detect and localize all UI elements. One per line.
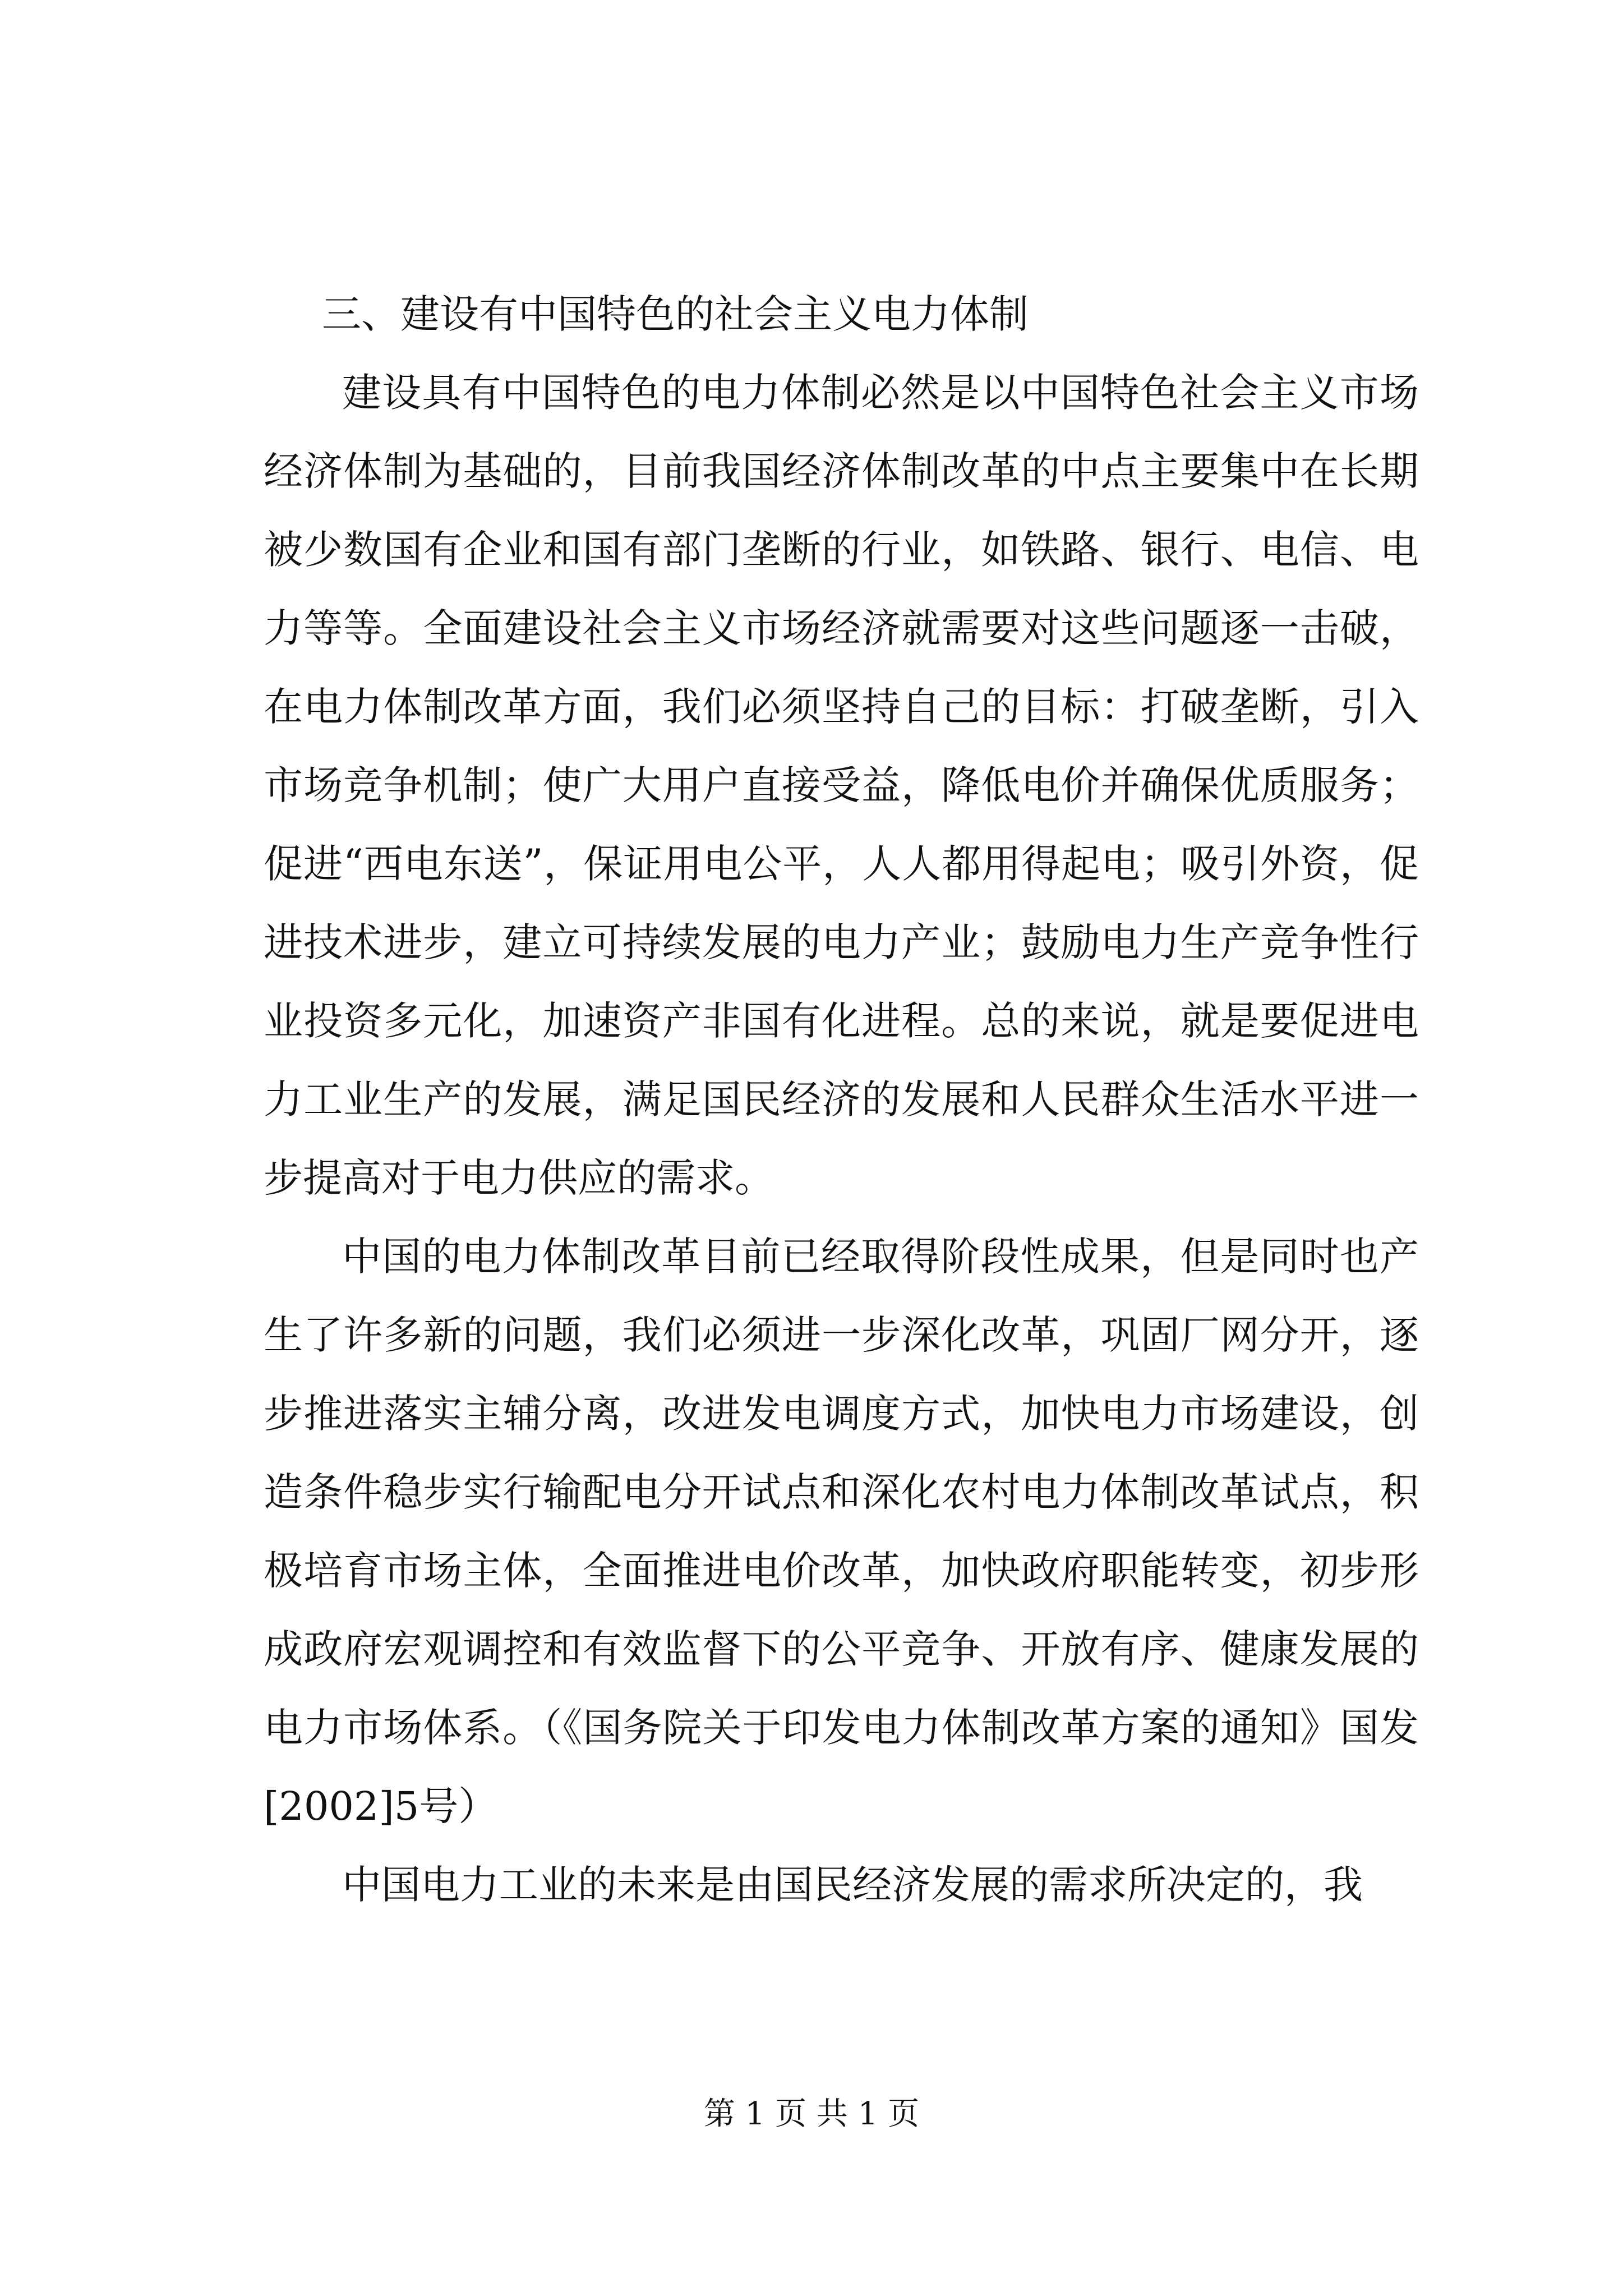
page-footer: 第 1 页 共 1 页 [703,2096,920,2132]
paragraph-3: 中国电力工业的未来是由国民经济发展的需求所决定的，我 [342,1862,1363,1908]
section-heading: 三、建设有中国特色的社会主义电力体制 [322,291,1029,337]
paragraph-2: 中国的电力体制改革目前已经取得阶段性成果，但是同时也产生了许多新的问题，我们必须进一步深化改革，巩固厂网分开，逐步推进落实主辅分离，改进发电调度方式，加快电力市场建设，创造条件稳步实行输配电分开试点和深化农村电力体制改革试点，积极培育市场主体，全面推进电价改革，加快政府职能转变，初步形成政府宏观调控和有效监督下的公平竞争、开放有序、健康发展的电力市场体系。（《国务院关于印发电力体制改革方案的通知》国发[2002]5号） [264,1234,1419,1829]
paragraph-1: 建设具有中国特色的电力体制必然是以中国特色社会主义市场经济体制为基础的，目前我国经济体制改革的中点主要集中在长期被少数国有企业和国有部门垄断的行业，如铁路、银行、电信、电力等等。全面建设社会主义市场经济就需要对这些问题逐一击破，在电力体制改革方面，我们必须坚持自己的目标：打破垄断，引入市场竞争机制；使广大用户直接受益，降低电价并确保优质服务；促进“西电东送”，保证用电公平，人人都用得起电；吸引外资，促进技术进步，建立可持续发展的电力产业；鼓励电力生产竞争性行业投资多元化，加速资产非国有化进程。总的来说，就是要促进电力工业生产的发展，满足国民经济的发展和人民群众生活水平进一步提高对于电力供应的需求。 [264,370,1419,1201]
document-body [264,275,1419,1924]
